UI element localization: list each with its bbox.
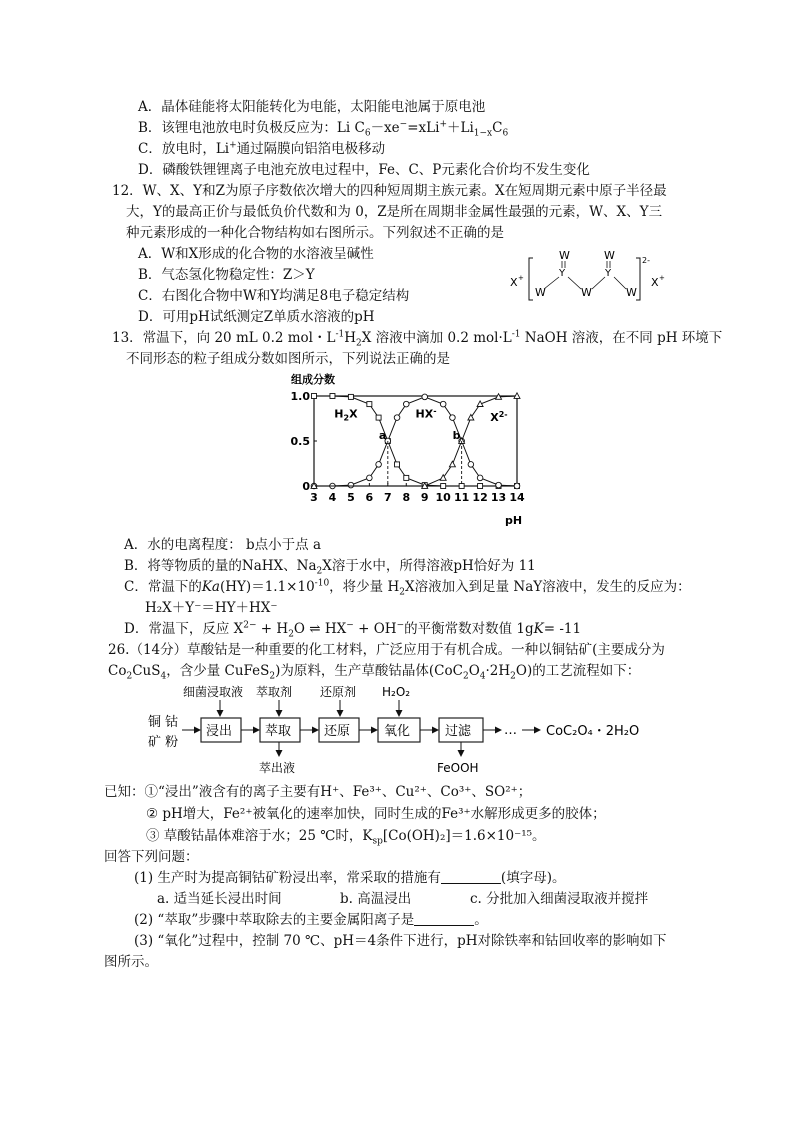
chart-xlabel: pH: [505, 514, 523, 527]
q12-option-d: D．可用pH试纸测定Z单质水溶液的pH: [138, 309, 375, 325]
point-H2X: [395, 462, 400, 467]
point-HX-: [477, 475, 483, 481]
flow-reagent-2: 萃取剂: [256, 685, 293, 699]
flow-ellipsis: …: [504, 723, 517, 738]
q13-option-b: B．将等物质的量的NaHX、$Na_2X$溶于水中，所得溶液pH恰好为 11: [124, 558, 536, 577]
flow-start-2: 矿 粉: [148, 735, 179, 750]
point-HX-: [496, 482, 502, 488]
part-1: (1) 生产时为提高铜钴矿粉浸出率，常采取的措施有 (填字母)。: [134, 870, 566, 886]
series-label-h2x: H2X: [334, 407, 358, 423]
flow-reagent-1: 细菌浸取液: [183, 685, 244, 699]
species-fraction-chart: [285, 366, 530, 528]
q12-stem-3: 种元素形成的一种化合物结构如右图所示。下列叙述不正确的是: [126, 225, 504, 241]
point-X2-: [449, 461, 455, 467]
point-H2X: [312, 394, 317, 399]
q12-option-a: A．W和X形成的化合物的水溶液呈碱性: [138, 246, 374, 262]
option-c: C．放电时，Li+通过隔膜向铝箔电极移动: [138, 140, 386, 157]
point-HX-: [376, 462, 382, 468]
point-HX-: [440, 401, 446, 407]
y-tick-label: 0.5: [290, 435, 310, 448]
q13-option-c: C．常温下的$Ka(HY)=1.1\times 10^{-10}$，将少量 $H_2X$溶液加入到足量 NaY溶液中，发生的反应为：: [124, 578, 691, 598]
flow-product: CoC₂O₄・2H₂O: [546, 724, 640, 739]
q13-stem-1: 13．常温下，向 20 mL 0.2 mol・$L^{-1}H_2X$ 溶液中滴加 0.2 $mol\cdot L^{-1}$ NaOH 溶液，在不同 pH 环境下: [112, 329, 723, 349]
point-H2X: [441, 484, 446, 489]
point-HX-: [394, 415, 400, 421]
x-tick-label: 13: [490, 491, 507, 504]
point-H2X: [330, 394, 335, 399]
series-label-x2: X2-: [490, 410, 508, 425]
svg-text:2-: 2-: [642, 256, 650, 265]
x-tick-label: 14: [509, 491, 525, 504]
y-tick-label: 0: [302, 480, 310, 493]
x-tick-label: 7: [383, 491, 392, 504]
x-tick-label: 6: [365, 491, 374, 504]
point-HX-: [468, 462, 474, 468]
step-extraction: 萃取: [265, 724, 292, 739]
point-label-a: a: [378, 429, 387, 442]
flow-reagent-3: 还原剂: [320, 685, 357, 699]
known-1: 已知：①“浸出”液含有的离子主要有H⁺、Fe³⁺、Cu²⁺、Co³⁺、SO²⁺；: [104, 784, 532, 800]
x-tick-label: 4: [328, 491, 337, 504]
point-H2X: [367, 402, 372, 407]
part-1-option-a: a. 适当延长浸出时间: [157, 891, 282, 907]
step-oxidation: 氧化: [384, 724, 411, 739]
part-3-line-2: 图所示。: [104, 954, 158, 970]
point-H2X: [348, 394, 353, 399]
q13-option-a: A．水的电离程度： b点小于点 a: [124, 537, 322, 553]
answer-blank-1[interactable]: [441, 869, 501, 884]
x-tick-label: 12: [472, 491, 488, 504]
flow-output-extract: 萃出液: [259, 761, 296, 775]
flow-start-1: 铜 钴: [148, 715, 179, 730]
x-tick-label: 10: [435, 491, 451, 504]
svg-text:Y: Y: [559, 268, 566, 279]
process-flow-diagram: [140, 682, 720, 778]
part-3-line-1: (3) “氧化”过程中，控制 70 ℃、pH＝4条件下进行，pH对除铁率和钴回收率的影响如下: [134, 933, 667, 949]
point-HX-: [422, 394, 428, 400]
q12-structure-diagram: [505, 244, 680, 306]
svg-text:W: W: [535, 286, 546, 299]
point-HX-: [514, 483, 520, 489]
q13-stem-2: 不同形态的粒子组成分数如图所示，下列说法正确的是: [126, 351, 450, 367]
x-tick-label: 8: [402, 491, 411, 504]
part-1-option-b: b. 高温浸出: [340, 891, 412, 907]
chart-ylabel: 组成分数: [291, 373, 335, 386]
y-tick-label: 1.0: [290, 390, 310, 403]
point-HX-: [367, 475, 373, 481]
point-H2X: [459, 484, 464, 489]
point-HX-: [450, 415, 456, 421]
x-tick-label: 11: [453, 491, 470, 504]
x-tick-label: 9: [420, 491, 429, 504]
point-H2X: [478, 484, 483, 489]
svg-text:W: W: [626, 286, 637, 299]
q12-option-b: B．气态氢化物稳定性：Z＞Y: [138, 267, 315, 283]
known-2: ② pH增大，Fe²⁺被氧化的速率加快，同时生成的Fe³⁺水解形成更多的胶体；: [146, 806, 606, 822]
svg-text:W: W: [559, 249, 570, 262]
step-leaching: 浸出: [206, 724, 233, 739]
svg-text:W: W: [604, 249, 615, 262]
q13-option-d: D．常温下，反应 $X^{2-} + H_2O$ ⇌ HX− + OH−的平衡常数对数值 1gK= -11: [124, 620, 582, 640]
q13-option-c-equation: H₂X＋Y⁻＝HY＋HX⁻: [145, 600, 278, 616]
q26-stem-2: $Co_2CuS_4$，含少量 CuFeS$_2$)为原料，生产草酸钴晶体$(CoC_2O_4\cdot 2H_2O)$的工艺流程如下：: [108, 663, 641, 682]
q12-option-c: C．右图化合物中W和Y均满足8电子稳定结构: [138, 288, 410, 304]
step-filtration: 过滤: [445, 724, 472, 739]
point-H2X: [404, 475, 409, 480]
part-2: (2) “萃取”步骤中萃取除去的主要金属阳离子是 。: [134, 912, 488, 928]
point-HX-: [403, 401, 409, 407]
option-b: B．该锂电池放电时负极反应为：Li $C_6-xe^-=xLi^++Li_{1-x}C_6$: [138, 119, 509, 139]
point-HX-: [348, 482, 354, 488]
option-a: A．晶体硅能将太阳能转化为电能，太阳能电池属于原电池: [138, 99, 486, 115]
flow-output-feooh: FeOOH: [437, 761, 479, 775]
x-tick-label: 3: [310, 491, 318, 504]
svg-text:Y: Y: [605, 268, 612, 279]
q12-stem-1: 12．W、X、Y和Z为原子序数依次增大的四种短周期主族元素。X在短周期元素中原子半径最: [112, 183, 667, 199]
part-1-option-c: c. 分批加入细菌浸取液并搅拌: [470, 891, 649, 907]
cation-right: X: [651, 276, 659, 289]
point-label-b: b: [452, 429, 461, 442]
flow-reagent-4: H₂O₂: [382, 685, 411, 699]
x-tick-label: 5: [347, 491, 355, 504]
answer-prompt: 回答下列问题：: [104, 849, 199, 865]
point-H2X: [376, 415, 381, 420]
answer-blank-2[interactable]: [414, 911, 474, 926]
q26-stem-1: 26.（14分）草酸钴是一种重要的化工材料，广泛应用于有机合成。一种以铜钴矿(主要成分为: [108, 642, 665, 658]
option-d: D．磷酸铁锂锂离子电池充放电过程中，Fe、C、P元素化合价均不发生变化: [138, 162, 590, 178]
svg-text:W: W: [581, 286, 592, 299]
svg-text:+: +: [518, 274, 524, 282]
svg-text:+: +: [659, 274, 665, 282]
cation-left: X: [510, 276, 518, 289]
q12-stem-2: 大，Y的最高正价与最低负价代数和为 0，Z是所在周期非金属性最强的元素，W、X、Y三: [126, 204, 663, 220]
step-reduction: 还原: [324, 724, 351, 739]
series-label-hx: HX-: [415, 406, 437, 421]
known-3: ③ 草酸钴晶体难溶于水；25 ℃时，$K_{sp}[Co(OH)_2]=1.6\times 10^{-15}$。: [146, 828, 546, 847]
